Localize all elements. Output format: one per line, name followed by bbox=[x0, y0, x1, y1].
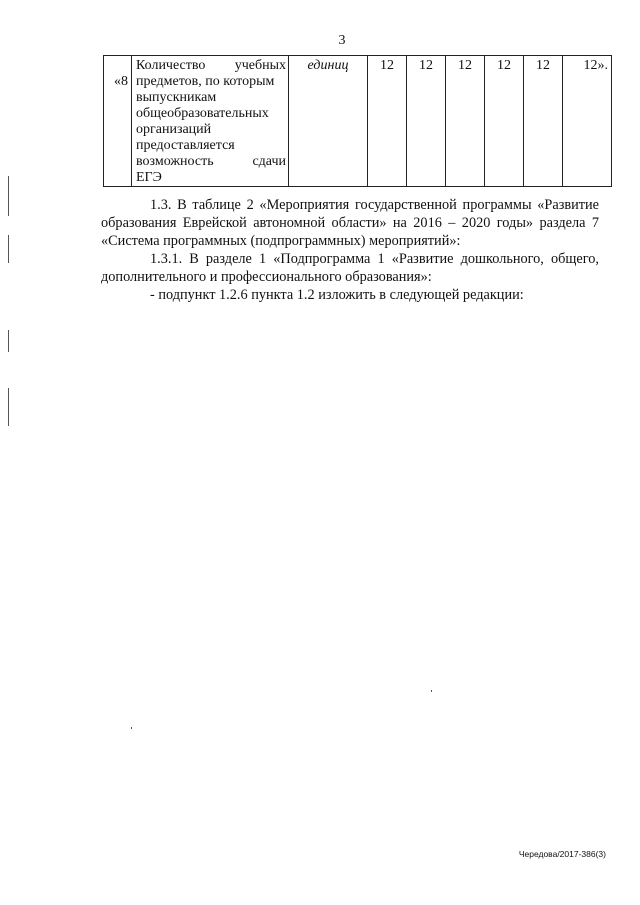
value-cell: 12 bbox=[407, 56, 446, 187]
label-line: предоставляется bbox=[136, 138, 235, 153]
value-cell: 12». bbox=[563, 56, 612, 187]
scan-margin-mark bbox=[8, 388, 9, 426]
value-cell: 12 bbox=[368, 56, 407, 187]
indicator-table bbox=[103, 55, 612, 187]
scan-speck bbox=[431, 690, 432, 692]
paragraph: - подпункт 1.2.6 пункта 1.2 изложить в следующей редакции: bbox=[150, 287, 524, 303]
value-cell: 12 bbox=[524, 56, 563, 187]
scan-margin-mark bbox=[8, 235, 9, 263]
paragraph: 1.3.1. В разделе 1 «Подпрограмма 1 «Развитие дошкольного, общего, дополнительного и профессионального образования»: bbox=[101, 251, 599, 285]
label-line: выпускникам bbox=[136, 90, 217, 105]
label-line: организаций bbox=[136, 122, 212, 137]
value-cell: 12 bbox=[446, 56, 485, 187]
label-word: возможность bbox=[136, 154, 214, 169]
unit-cell: единиц bbox=[289, 56, 368, 187]
label-line: ЕГЭ bbox=[136, 170, 162, 185]
indicator-label-cell bbox=[132, 56, 289, 187]
scan-margin-mark bbox=[8, 176, 9, 216]
label-line: общеобразовательных bbox=[136, 106, 269, 121]
scan-speck bbox=[131, 727, 132, 729]
label-word: учебных bbox=[234, 58, 286, 73]
label-word: Количество bbox=[136, 58, 206, 73]
label-line bbox=[136, 58, 286, 74]
page-number: 3 bbox=[338, 33, 346, 48]
paragraph: 1.3. В таблице 2 «Мероприятия государственной программы «Развитие образования Еврейской автономной области» на 2016 – 2020 годы» раздела 7 «Система программных (подпрограммных) мероприятий»: bbox=[101, 197, 599, 249]
label-line bbox=[136, 154, 286, 170]
label-word: сдачи bbox=[252, 154, 286, 169]
table-row bbox=[104, 56, 612, 187]
document-footer-code: Чередова/2017-386(3) bbox=[518, 849, 606, 859]
row-number-cell: «8 bbox=[104, 56, 132, 187]
label-line: предметов, по которым bbox=[136, 74, 275, 89]
body-text bbox=[101, 196, 599, 304]
scan-margin-mark bbox=[8, 330, 9, 352]
value-cell: 12 bbox=[485, 56, 524, 187]
